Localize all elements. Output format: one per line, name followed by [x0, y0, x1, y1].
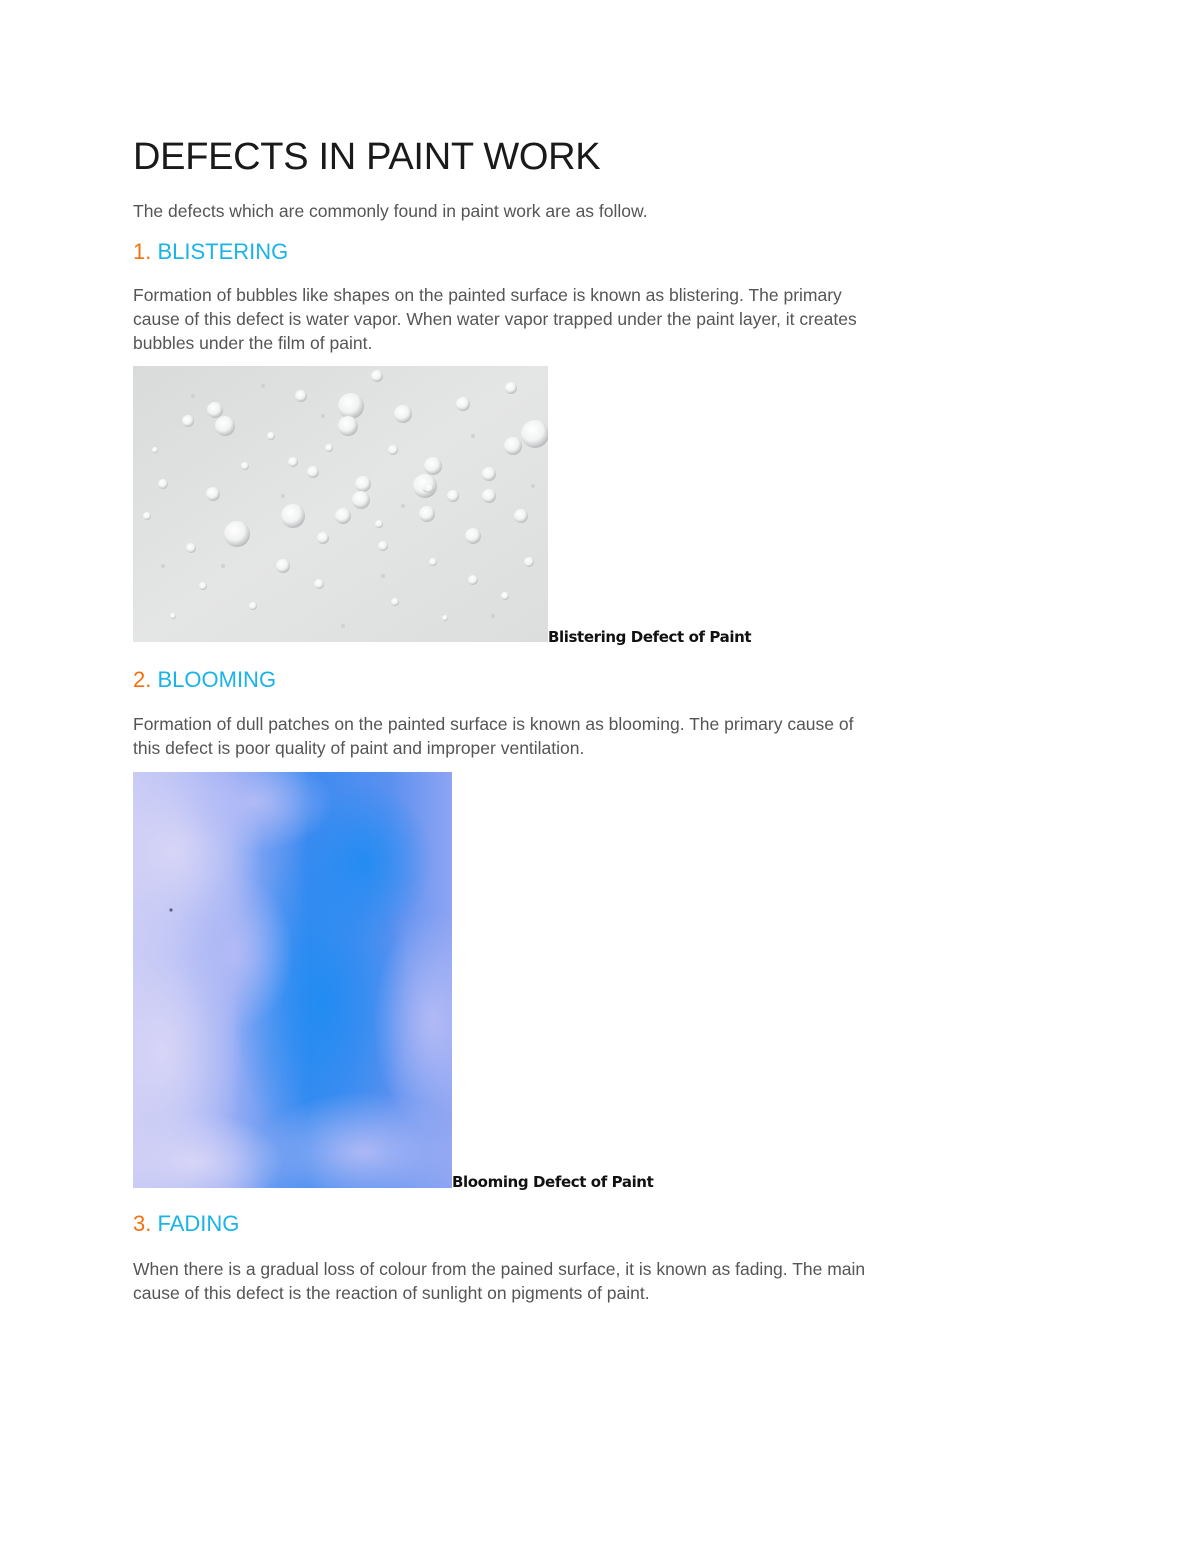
section-paragraph-blooming	[133, 712, 963, 760]
paragraph-line: bubbles under the film of paint.	[133, 333, 373, 353]
section-heading-fading	[133, 1209, 239, 1239]
section-number: 3.	[133, 1211, 152, 1236]
section-title: FADING	[157, 1211, 240, 1236]
section-title: BLISTERING	[157, 239, 289, 264]
section-number: 2.	[133, 667, 152, 692]
intro-text: The defects which are commonly found in paint work are as follow.	[133, 201, 648, 221]
paragraph-line: cause of this defect is water vapor. When water vapor trapped under the paint layer, it creates	[133, 309, 857, 329]
paragraph-line: Formation of bubbles like shapes on the painted surface is known as blistering. The primary	[133, 285, 842, 305]
paragraph-line: cause of this defect is the reaction of sunlight on pigments of paint.	[133, 1283, 650, 1303]
figure-caption-blistering: Blistering Defect of Paint	[548, 628, 752, 646]
blooming-photo	[133, 772, 452, 1188]
page-title: DEFECTS IN PAINT WORK	[133, 136, 601, 178]
blistering-photo	[133, 366, 548, 642]
paragraph-line: Formation of dull patches on the painted surface is known as blooming. The primary cause of	[133, 714, 854, 734]
section-heading-blistering	[133, 237, 288, 267]
section-heading-blooming	[133, 665, 276, 695]
section-title: BLOOMING	[157, 667, 277, 692]
paragraph-line: this defect is poor quality of paint and improper ventilation.	[133, 738, 585, 758]
paragraph-line: When there is a gradual loss of colour from the pained surface, it is known as fading. The main	[133, 1259, 866, 1279]
section-number: 1.	[133, 239, 152, 264]
figure-caption-blooming: Blooming Defect of Paint	[452, 1173, 654, 1191]
section-paragraph-fading	[133, 1257, 963, 1305]
section-paragraph-blistering	[133, 283, 963, 355]
